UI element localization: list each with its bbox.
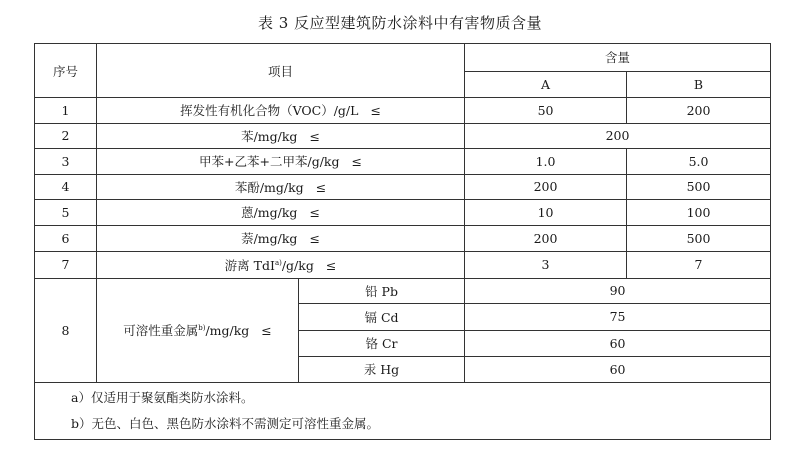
table-row — [35, 174, 771, 200]
note-a: a）仅适用于聚氨酯类防水涂料。 — [71, 389, 254, 405]
row-value-a: 10 — [465, 200, 627, 226]
header-col-b: B — [627, 71, 771, 98]
row-item: 甲苯+乙苯+二甲苯/g/kg ≤ — [97, 149, 465, 175]
row-index: 7 — [35, 252, 97, 279]
row-item: 可溶性重金属$^{b)}$/mg/kg ≤ — [97, 278, 299, 382]
row-item: 萘/mg/kg ≤ — [97, 225, 465, 252]
row-value-a: 3 — [465, 252, 627, 279]
metal-value: 90 — [465, 278, 771, 304]
row-index: 1 — [35, 98, 97, 124]
row-value-b: 200 — [627, 98, 771, 124]
next-line-fragment — [36, 446, 176, 454]
table-notes — [35, 382, 771, 439]
row-index: 5 — [35, 200, 97, 226]
header-item: 项目 — [97, 44, 465, 98]
row-value-b: 7 — [627, 252, 771, 279]
row-item: 挥发性有机化合物（VOC）/g/L ≤ — [97, 98, 465, 124]
row-index: 6 — [35, 225, 97, 252]
row-value-b: 500 — [627, 174, 771, 200]
table-row — [35, 98, 771, 124]
row-value-merged: 200 — [465, 123, 771, 149]
table-row — [35, 149, 771, 175]
row-item: 蒽/mg/kg ≤ — [97, 200, 465, 226]
table-caption: 表 3 反应型建筑防水涂料中有害物质含量 — [257, 14, 543, 32]
note-b: b）无色、白色、黑色防水涂料不需测定可溶性重金属。 — [71, 415, 380, 431]
notes-row — [35, 382, 771, 439]
row-value-a: 50 — [465, 98, 627, 124]
table-row — [35, 200, 771, 226]
header-content: 含量 — [465, 44, 771, 72]
row-item: 苯酚/mg/kg ≤ — [97, 174, 465, 200]
header-row-1 — [35, 44, 771, 72]
row-value-a: 1.0 — [465, 149, 627, 175]
metal-name: 铬 Cr — [299, 330, 465, 357]
row-item: 苯/mg/kg ≤ — [97, 123, 465, 149]
metal-name: 镉 Cd — [299, 304, 465, 331]
footnote-ref: a) — [274, 258, 282, 267]
row-value-b: 500 — [627, 225, 771, 252]
row-index: 2 — [35, 123, 97, 149]
row-value-a: 200 — [465, 174, 627, 200]
hazardous-substances-table — [34, 43, 771, 440]
row-value-a: 200 — [465, 225, 627, 252]
table-row — [35, 123, 771, 149]
row-index: 4 — [35, 174, 97, 200]
table-row-metal — [35, 278, 771, 304]
row-value-b: 100 — [627, 200, 771, 226]
metal-name: 铅 Pb — [299, 278, 465, 304]
row-index: 3 — [35, 149, 97, 175]
metal-value: 60 — [465, 330, 771, 357]
row-value-b: 5.0 — [627, 149, 771, 175]
footnote-ref: b) — [198, 324, 206, 333]
metal-value: 75 — [465, 304, 771, 331]
row-index: 8 — [35, 278, 97, 382]
table-row — [35, 225, 771, 252]
metal-name: 汞 Hg — [299, 357, 465, 383]
header-col-a: A — [465, 71, 627, 98]
table-row — [35, 252, 771, 279]
metal-value: 60 — [465, 357, 771, 383]
header-index: 序号 — [35, 44, 97, 98]
row-item: 游离 TdI$^{a)}$/g/kg ≤ — [97, 252, 465, 279]
